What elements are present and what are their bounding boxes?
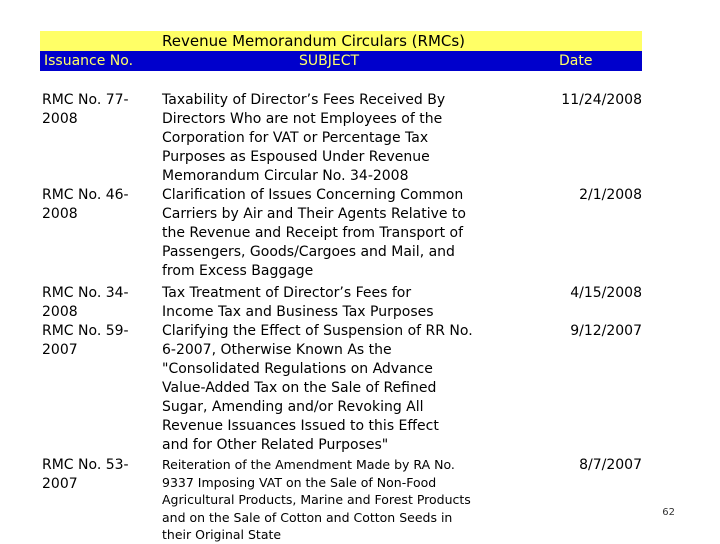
rmc-number: RMC No. 77- 2008: [42, 92, 129, 127]
rmc-subject: Clarifying the Effect of Suspension of RR No. 6-2007, Otherwise Known As the "Consolidated Regulations on Advance Value-Added Tax on the Sale of Refined Sugar, Amending and/or Revoking All Revenue Issuances Issued to this Effect and for Other Related Purposes": [162, 323, 473, 453]
rmc-number: RMC No. 46- 2008: [42, 187, 129, 222]
column-header-issuance: Issuance No.: [44, 53, 134, 69]
rmc-subject: Clarification of Issues Concerning Common Carriers by Air and Their Agents Relative to the Revenue and Receipt from Transport of Passengers, Goods/Cargoes and Mail, and from Excess Baggage: [162, 187, 466, 279]
column-header-subject: SUBJECT: [299, 53, 360, 69]
rmc-date: 9/12/2007: [570, 323, 642, 339]
rmc-subject: Taxability of Director’s Fees Received By Directors Who are not Employees of the Corporation for VAT or Percentage Tax Purposes as Espoused Under Revenue Memorandum Circular No. 34-2008: [162, 92, 446, 184]
rmc-date: 8/7/2007: [579, 457, 642, 473]
rmc-subject: Reiteration of the Amendment Made by RA No. 9337 Imposing VAT on the Sale of Non-Food Agricultural Products, Marine and Forest Products and on the Sale of Cotton and Cotton Seeds in their Original State: [162, 457, 471, 542]
column-header-date: Date: [559, 53, 593, 69]
rmc-number: RMC No. 59- 2007: [42, 323, 129, 358]
rmc-number: RMC No. 34- 2008: [42, 285, 129, 320]
rmc-number: RMC No. 53- 2007: [42, 457, 129, 492]
page-number: 62: [662, 507, 675, 518]
rmc-date: 4/15/2008: [570, 285, 642, 301]
table-title: Revenue Memorandum Circulars (RMCs): [162, 32, 466, 50]
rmc-date: 2/1/2008: [579, 187, 642, 203]
rmc-date: 11/24/2008: [561, 92, 642, 108]
rmc-subject: Tax Treatment of Director’s Fees for Income Tax and Business Tax Purposes: [162, 285, 434, 320]
